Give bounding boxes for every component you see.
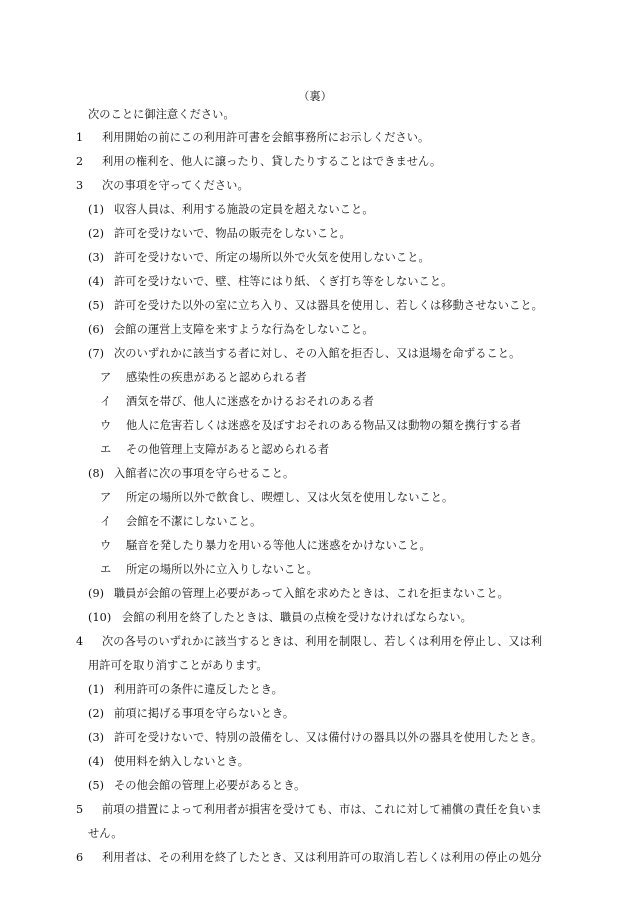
item-mark: ウ <box>100 539 112 552</box>
item-mark: (1) <box>88 683 105 696</box>
item-text: 前項の措置によって利用者が損害を受けても、市は、これに対して補償の責任を負いま <box>102 803 543 816</box>
subsubitem-7-i <box>100 395 374 409</box>
item-text: 会館の運営上支障を来すような行為をしないこと。 <box>114 323 374 336</box>
subitem-3-1 <box>88 203 374 217</box>
item-2 <box>76 155 441 169</box>
item-text: 収容人員は、利用する施設の定員を超えないこと。 <box>114 203 374 216</box>
item-mark: (3) <box>88 731 105 744</box>
subsubitem-8-u <box>100 539 431 553</box>
item-text: 許可を受けた以外の室に立ち入り、又は器具を使用し、若しくは移動させないこと。 <box>114 299 543 312</box>
item-text: 利用開始の前にこの利用許可書を会館事務所にお示しください。 <box>102 131 430 144</box>
item-text: その他管理上支障があると認められる者 <box>126 443 330 456</box>
item-5-continuation <box>88 827 123 841</box>
item-text: 酒気を帯び、他人に迷惑をかけるおそれのある者 <box>126 395 374 408</box>
item-text: 許可を受けないで、物品の販売をしないこと。 <box>114 227 351 240</box>
subsubitem-7-u <box>100 419 521 433</box>
item-mark: (6) <box>88 323 105 336</box>
item-mark: ア <box>100 491 112 504</box>
item-text: 会館を不潔にしないこと。 <box>126 515 262 528</box>
item-text: 利用者は、その利用を終了したとき、又は利用許可の取消し若しくは利用の停止の処分 <box>102 851 542 864</box>
item-mark: エ <box>100 443 112 456</box>
item-6 <box>76 851 542 865</box>
item-text: せん。 <box>88 827 123 840</box>
item-mark: 2 <box>76 155 84 168</box>
item-text: 前項に掲げる事項を守らないとき。 <box>114 707 295 720</box>
item-mark: 1 <box>76 131 84 144</box>
item-mark: イ <box>100 515 112 528</box>
item-mark: エ <box>100 563 112 576</box>
item-mark: (7) <box>88 347 105 360</box>
item-mark: (1) <box>88 203 105 216</box>
item-mark: (5) <box>88 299 105 312</box>
subitem-4-2 <box>88 707 294 721</box>
item-text: 職員が会館の管理上必要があって入館を求めたときは、これを拒まないこと。 <box>114 587 509 600</box>
item-text: 入館者に次の事項を守らせること。 <box>114 467 295 480</box>
subitem-4-1 <box>88 683 283 697</box>
item-text: その他会館の管理上必要があるとき。 <box>114 779 306 792</box>
item-mark: (2) <box>88 227 105 240</box>
item-text: 許可を受けないで、特別の設備をし、又は備付けの器具以外の器具を使用したとき。 <box>114 731 543 744</box>
item-text: 会館の利用を終了したときは、職員の点検を受けなければならない。 <box>122 611 472 624</box>
subsubitem-8-i <box>100 515 261 529</box>
subitem-3-5 <box>88 299 543 313</box>
page-heading: （裏） <box>298 90 332 103</box>
item-mark: ア <box>100 371 112 384</box>
item-text: 用許可を取り消すことがあります。 <box>88 659 268 672</box>
item-4 <box>76 635 542 649</box>
item-mark: 5 <box>76 803 84 816</box>
subitem-3-4 <box>88 275 452 289</box>
subitem-4-3 <box>88 731 542 745</box>
item-1 <box>76 131 429 145</box>
item-text: 次のいずれかに該当する者に対し、その入館を拒否し、又は退場を命ずること。 <box>114 347 521 360</box>
item-text: 感染性の疾患があると認められる者 <box>126 371 307 384</box>
subitem-3-2 <box>88 227 351 241</box>
subitem-4-5 <box>88 779 305 793</box>
subitem-3-9 <box>88 587 509 601</box>
item-3 <box>76 179 249 193</box>
item-mark: (4) <box>88 275 105 288</box>
item-mark: (2) <box>88 707 105 720</box>
subsubitem-7-a <box>100 371 307 385</box>
item-mark: 4 <box>76 635 84 648</box>
item-text: 所定の場所以外で飲食し、喫煙し、又は火気を使用しないこと。 <box>126 491 454 504</box>
item-text: 次の各号のいずれかに該当するときは、利用を制限し、若しくは利用を停止し、又は利 <box>102 635 543 648</box>
item-mark: (3) <box>88 251 105 264</box>
subitem-3-3 <box>88 251 430 265</box>
item-text: 他人に危害若しくは迷惑を及ぼすおそれのある物品又は動物の類を携行する者 <box>126 419 522 432</box>
item-5 <box>76 803 542 817</box>
item-mark: (5) <box>88 779 105 792</box>
subsubitem-8-a <box>100 491 453 505</box>
subitem-3-8 <box>88 467 294 481</box>
subitem-4-4 <box>88 755 249 769</box>
item-text: 利用許可の条件に違反したとき。 <box>114 683 283 696</box>
item-mark: (8) <box>88 467 105 480</box>
item-text: 次の事項を守ってください。 <box>102 179 249 192</box>
item-mark: (4) <box>88 755 105 768</box>
subsubitem-7-e <box>100 443 329 457</box>
intro-text: 次のことに御注意ください。 <box>88 108 235 121</box>
item-mark: イ <box>100 395 112 408</box>
item-text: 騒音を発したり暴力を用いる等他人に迷惑をかけないこと。 <box>126 539 431 552</box>
item-text: 所定の場所以外に立入りしないこと。 <box>126 563 318 576</box>
item-text: 使用料を納入しないとき。 <box>114 755 250 768</box>
item-mark: (10) <box>88 611 112 624</box>
item-text: 許可を受けないで、壁、柱等にはり紙、くぎ打ち等をしないこと。 <box>114 275 453 288</box>
item-mark: (9) <box>88 587 105 600</box>
item-mark: 6 <box>76 851 84 864</box>
subitem-3-10 <box>88 611 472 625</box>
item-mark: ウ <box>100 419 112 432</box>
item-text: 許可を受けないで、所定の場所以外で火気を使用しないこと。 <box>114 251 430 264</box>
subsubitem-8-e <box>100 563 318 577</box>
item-mark: 3 <box>76 179 84 192</box>
item-text: 利用の権利を、他人に譲ったり、貸したりすることはできません。 <box>102 155 442 168</box>
item-4-continuation <box>88 659 268 673</box>
subitem-3-7 <box>88 347 520 361</box>
subitem-3-6 <box>88 323 374 337</box>
